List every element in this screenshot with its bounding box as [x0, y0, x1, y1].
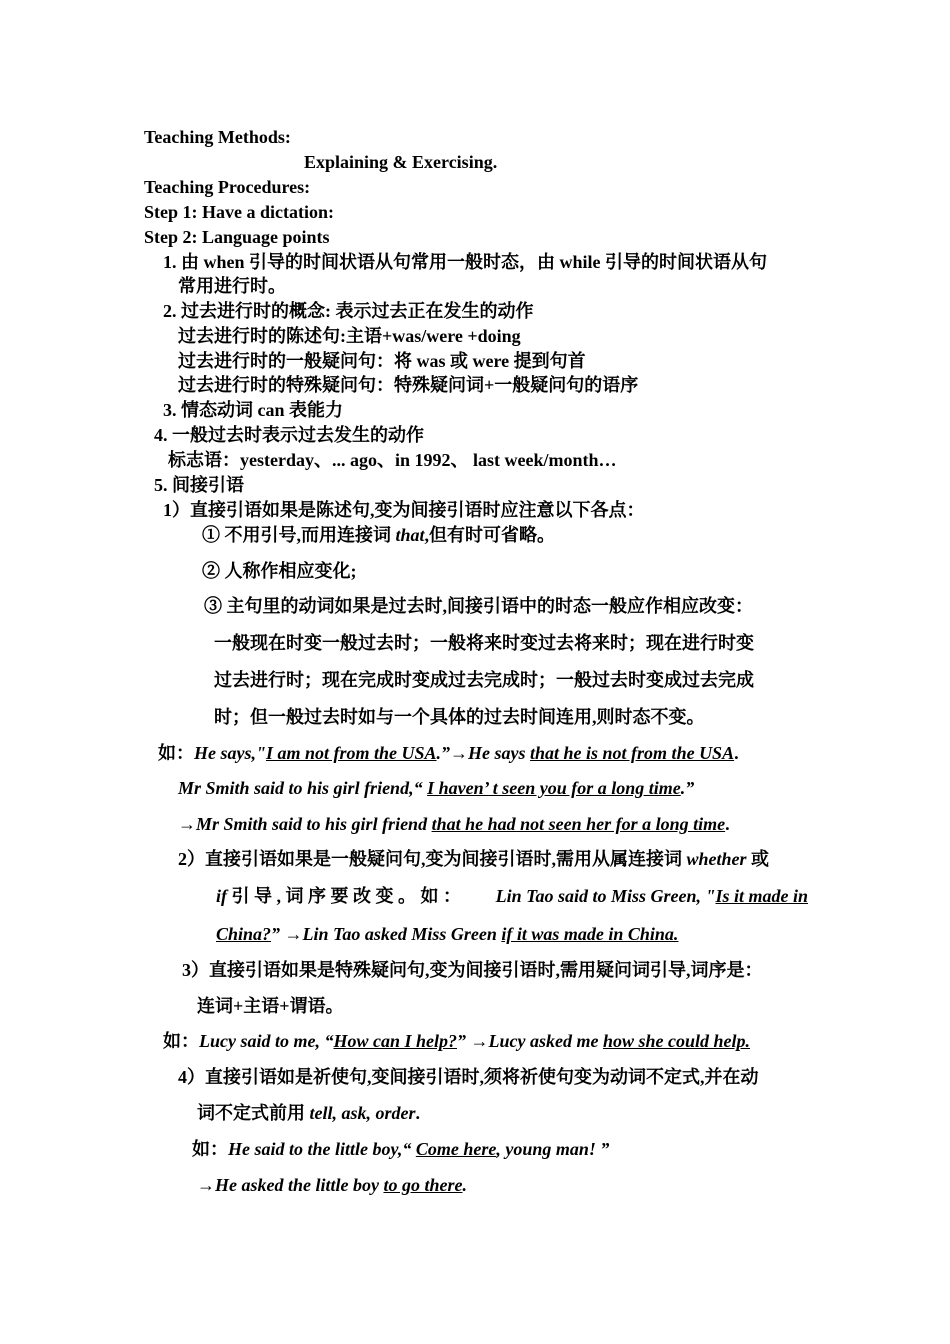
- example-3-a: Lucy said to me, “: [199, 1031, 334, 1051]
- example-4-e: to go there: [383, 1175, 463, 1195]
- rule-2-a: 2）直接引语如果是一般疑问句,变为间接引语时,需用从属连接词: [178, 849, 687, 869]
- point-2-title: 2. 过去进行时的概念: 表示过去正在发生的动作: [163, 301, 534, 321]
- example-1-prefix: 如：: [158, 743, 194, 763]
- step-1: Step 1: Have a dictation:: [144, 202, 334, 222]
- rule-1-item-3: ③ 主句里的动词如果是过去时,间接引语中的时态一般应作相应改变：: [204, 596, 753, 616]
- example-4-a: He said to the little boy,“: [228, 1139, 416, 1159]
- methods-label: Teaching Methods:: [144, 127, 291, 147]
- example-3-d: how she could help.: [602, 1031, 750, 1051]
- example-2-f: .: [725, 814, 730, 834]
- example-2-line-1: [178, 776, 694, 800]
- rule-4-verbs: tell, ask, order: [309, 1103, 416, 1123]
- rule-2-l3-a: China?: [216, 924, 272, 944]
- example-2-c: .”: [680, 778, 695, 798]
- point-3: 3. 情态动词 can 表能力: [163, 400, 343, 420]
- rule-2-if: if: [216, 886, 227, 906]
- point-2-special-question: 过去进行时的特殊疑问句：特殊疑问词+一般疑问句的语序: [178, 375, 639, 395]
- example-2-a: Mr Smith said to his girl friend,“: [178, 778, 428, 798]
- example-3: [163, 1029, 750, 1053]
- rule-2-l2-d: Is it made in: [715, 886, 808, 906]
- point-5: 5. 间接引语: [154, 475, 244, 495]
- point-2-general-question: 过去进行时的一般疑问句：将 was 或 were 提到句首: [178, 351, 586, 371]
- rule-1-title: 1）直接引语如果是陈述句,变为间接引语时应注意以下各点：: [163, 500, 645, 520]
- example-3-c: ” →Lucy asked me: [457, 1031, 603, 1051]
- example-2-b: I haven’ t seen you for a long time: [427, 778, 681, 798]
- example-4-line-2: [197, 1173, 467, 1197]
- example-3-b: How can I help?: [333, 1031, 457, 1051]
- point-1-line-2: 常用进行时。: [178, 276, 286, 296]
- rule-2-line-3: [216, 922, 678, 946]
- rule-1-item-1-c: ,但有时可省略。: [424, 525, 556, 545]
- rule-2-l2-c: Lin Tao said to Miss Green, ": [495, 886, 716, 906]
- point-4-markers: 标志语：yesterday、... ago、in 1992、 last week/month…: [168, 450, 617, 470]
- rule-2-l3-c: if it was made in China.: [501, 924, 679, 944]
- rule-2-whether: whether: [686, 849, 747, 869]
- rule-2-l3-b: ” →Lin Tao asked Miss Green: [271, 924, 502, 944]
- rule-1-item-3-line-3: 时；但一般过去时如与一个具体的过去时间连用,则时态不变。: [214, 707, 705, 727]
- rule-1-item-3-line-2: 过去进行时；现在完成时变成过去完成时；一般过去时变成过去完成: [214, 670, 754, 690]
- example-2-e: that he had not seen her for a long time: [431, 814, 726, 834]
- point-4: 4. 一般过去时表示过去发生的动作: [154, 425, 424, 445]
- step-2: Step 2: Language points: [144, 227, 330, 247]
- rule-2-line-1: [178, 847, 769, 871]
- example-4-b: Come here: [415, 1139, 497, 1159]
- rule-3-line-2: 连词+主语+谓语。: [197, 996, 344, 1016]
- example-4-c: , young man! ”: [496, 1139, 610, 1159]
- rule-2-line-2: [216, 884, 808, 908]
- rule-4-b: 词不定式前用: [197, 1103, 310, 1123]
- rule-4-d: .: [415, 1103, 420, 1123]
- procedures-label: Teaching Procedures:: [144, 177, 311, 197]
- example-1-d: that he is not from the USA: [530, 743, 735, 763]
- rule-1-item-1-a: ① 不用引号,而用连接词: [202, 525, 396, 545]
- example-4-d: →He asked the little boy: [197, 1175, 384, 1195]
- example-1: [158, 741, 739, 765]
- rule-1-item-2: ② 人称作相应变化;: [202, 561, 357, 581]
- rule-4-line-1: 4）直接引语如是祈使句,变间接引语时,须将祈使句变为动词不定式,并在动: [178, 1067, 759, 1087]
- example-2-line-2: [178, 812, 730, 836]
- example-1-e: .: [734, 743, 739, 763]
- rule-1-item-1-that: that: [395, 525, 425, 545]
- methods-value: Explaining & Exercising.: [304, 152, 498, 172]
- example-4-prefix: 如：: [192, 1139, 228, 1159]
- example-4-line-1: [192, 1137, 609, 1161]
- rule-2-c: 或: [746, 849, 770, 869]
- point-1-line-1: 1. 由 when 引导的时间状语从句常用一般时态，由 while 引导的时间状语从句: [163, 252, 768, 272]
- rule-1-item-3-line-1: 一般现在时变一般过去时；一般将来时变过去将来时；现在进行时变: [214, 633, 754, 653]
- point-2-statement: 过去进行时的陈述句:主语+was/were +doing: [178, 326, 521, 346]
- example-1-c: .”→He says: [436, 743, 531, 763]
- example-1-a: He says,": [194, 743, 266, 763]
- rule-3-line-1: 3）直接引语如果是特殊疑问句,变为间接引语时,需用疑问词引导,词序是：: [182, 960, 763, 980]
- example-2-d: →Mr Smith said to his girl friend: [178, 814, 432, 834]
- example-4-f: .: [462, 1175, 467, 1195]
- rule-1-item-1: [202, 523, 555, 547]
- rule-4-line-2: [197, 1101, 420, 1125]
- example-3-prefix: 如：: [163, 1031, 199, 1051]
- rule-2-l2-b: 引 导 , 词 序 要 改 变 。 如 ：: [227, 886, 461, 906]
- example-1-b: I am not from the USA: [265, 743, 437, 763]
